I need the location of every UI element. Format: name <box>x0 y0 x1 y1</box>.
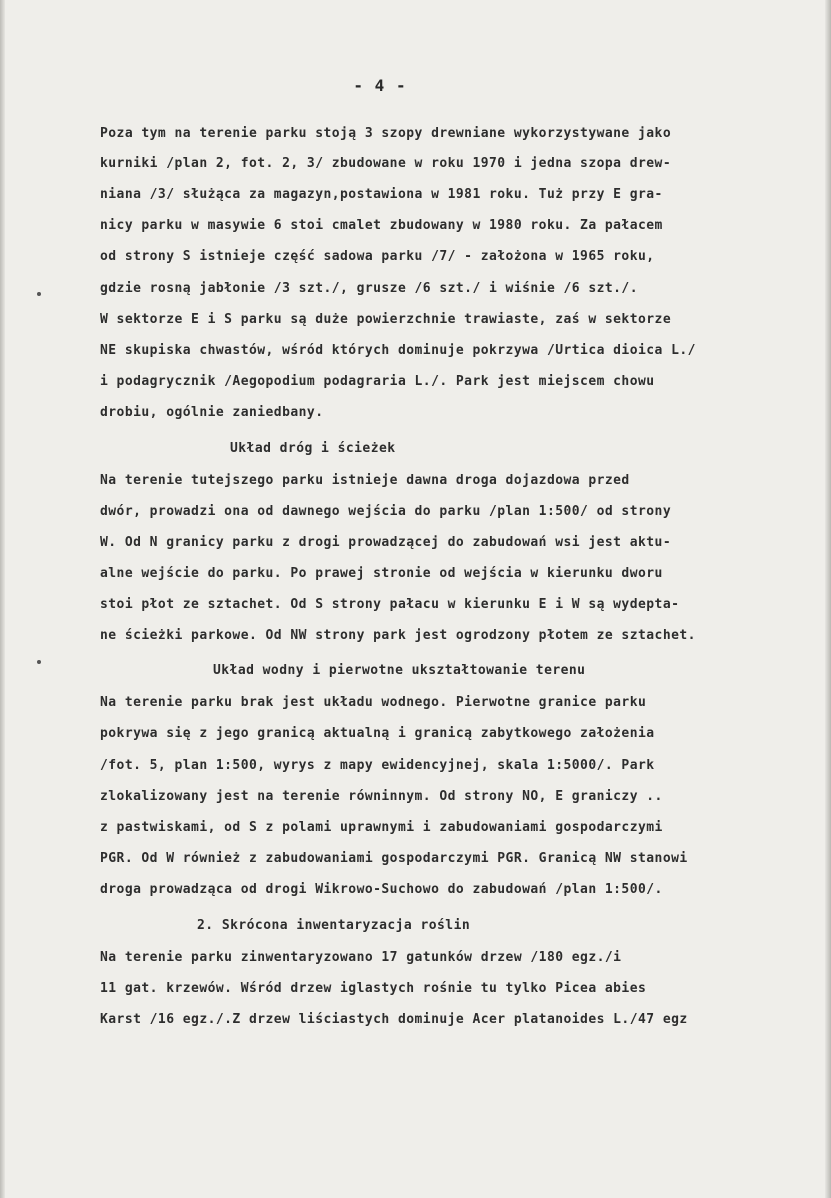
punch-mark <box>37 292 41 296</box>
text-line: NE skupiska chwastów, wśród których dominuje pokrzywa /Urtica dioica L./ <box>100 343 696 358</box>
text-line: W sektorze E i S parku są duże powierzchnie trawiaste, zaś w sektorze <box>100 312 672 327</box>
page-edge-left <box>0 0 5 1198</box>
section-heading-water: Układ wodny i pierwotne ukształtowanie terenu <box>213 663 586 678</box>
text-line: alne wejście do parku. Po prawej stronie od wejścia w kierunku dworu <box>100 566 663 581</box>
text-line: z pastwiskami, od S z polami uprawnymi i zabudowaniami gospodarczymi <box>100 820 663 835</box>
text-line: droga prowadząca od drogi Wikrowo-Suchowo do zabudowań /plan 1:500/. <box>100 882 663 897</box>
text-line: Na terenie parku brak jest układu wodnego. Pierwotne granice parku <box>100 695 647 710</box>
text-line: nicy parku w masywie 6 stoi cmalet zbudowany w 1980 roku. Za pałacem <box>100 218 663 233</box>
text-line: pokrywa się z jego granicą aktualną i granicą zabytkowego założenia <box>100 726 655 741</box>
text-line: i podagrycznik /Aegopodium podagraria L./. Park jest miejscem chowu <box>100 374 655 389</box>
text-line: gdzie rosną jabłonie /3 szt./, grusze /6 szt./ i wiśnie /6 szt./. <box>100 281 638 296</box>
text-line: W. Od N granicy parku z drogi prowadzącej do zabudowań wsi jest aktu- <box>100 535 672 550</box>
text-line: stoi płot ze sztachet. Od S strony pałacu w kierunku E i W są wydepta- <box>100 597 680 612</box>
text-line: drobiu, ogólnie zaniedbany. <box>100 405 324 420</box>
punch-mark <box>37 660 41 664</box>
text-line: Na terenie parku zinwentaryzowano 17 gatunków drzew /180 egz./i <box>100 950 622 965</box>
section-heading-plants: 2. Skrócona inwentaryzacja roślin <box>197 918 471 933</box>
text-line: od strony S istnieje część sadowa parku /7/ - założona w 1965 roku, <box>100 249 655 264</box>
page-number: - 4 - <box>353 76 407 95</box>
text-line: Na terenie tutejszego parku istnieje dawna droga dojazdowa przed <box>100 473 630 488</box>
text-line: /fot. 5, plan 1:500, wyrys z mapy ewidencyjnej, skala 1:5000/. Park <box>100 758 655 773</box>
text-line: niana /3/ służąca za magazyn,postawiona w 1981 roku. Tuż przy E gra- <box>100 187 663 202</box>
text-line: ne ścieżki parkowe. Od NW strony park jest ogrodzony płotem ze sztachet. <box>100 628 696 643</box>
section-heading-roads: Układ dróg i ścieżek <box>230 441 396 456</box>
text-line: zlokalizowany jest na terenie równinnym. Od strony NO, E graniczy .. <box>100 789 663 804</box>
text-line: PGR. Od W również z zabudowaniami gospodarczymi PGR. Granicą NW stanowi <box>100 851 688 866</box>
text-line: dwór, prowadzi ona od dawnego wejścia do parku /plan 1:500/ od strony <box>100 504 672 519</box>
page-edge-right <box>825 0 831 1198</box>
text-line: Poza tym na terenie parku stoją 3 szopy drewniane wykorzystywane jako <box>100 126 672 141</box>
text-line: 11 gat. krzewów. Wśród drzew iglastych rośnie tu tylko Picea abies <box>100 981 647 996</box>
text-line: Karst /16 egz./.Z drzew liściastych dominuje Acer platanoides L./47 egz <box>100 1012 688 1027</box>
text-line: kurniki /plan 2, fot. 2, 3/ zbudowane w roku 1970 i jedna szopa drew- <box>100 156 672 171</box>
